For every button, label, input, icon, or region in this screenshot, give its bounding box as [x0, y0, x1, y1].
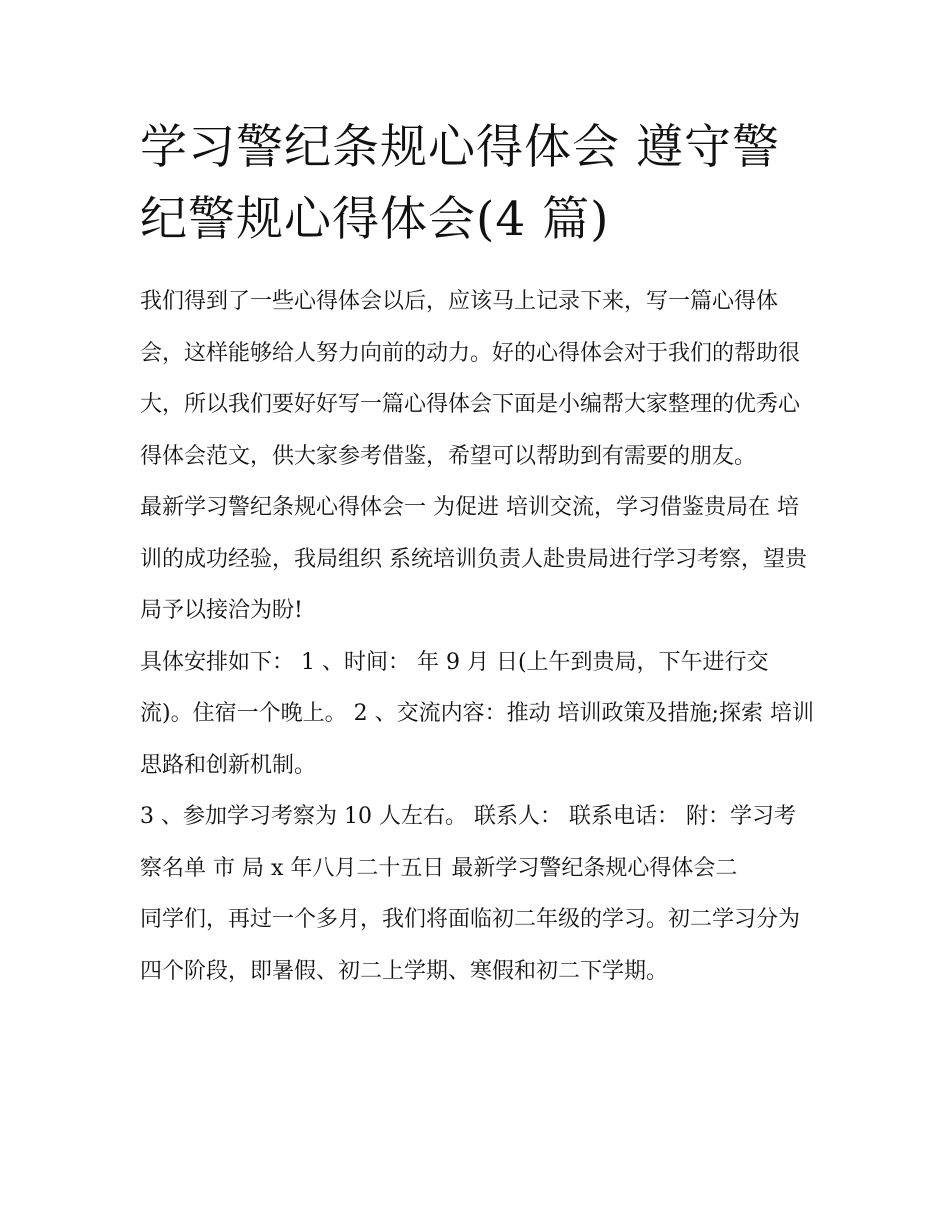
- paragraph-students: 同学们，再过一个多月，我们将面临初二年级的学习。初二学习分为四个阶段，即暑假、初二上学期、寒假和初二下学期。: [140, 907, 801, 984]
- document-body: [140, 276, 816, 997]
- paragraph-intro: 我们得到了一些心得体会以后，应该马上记录下来，写一篇心得体会，这样能够给人努力向前的动力。好的心得体会对于我们的帮助很大，所以我们要好好写一篇心得体会下面是小编帮大家整理的优秀心得体会范文，供大家参考借鉴，希望可以帮助到有需要的朋友。: [140, 289, 801, 469]
- paragraph-essay-one: 最新学习警纪条规心得体会一 为促进 培训交流，学习借鉴贵局在 培训的成功经验，我局组织 系统培训负责人赴贵局进行学习考察，望贵局予以接洽为盼!: [140, 495, 807, 623]
- document-title: 学习警纪条规心得体会 遵守警纪警规心得体会(4 篇): [140, 120, 780, 247]
- paragraph-arrangement: 具体安排如下： 1 、时间： 年 9 月 日(上午到贵局，下午进行交流)。住宿一个晚上。 2 、交流内容：推动 培训政策及措施;探索 培训思路和创新机制。: [140, 649, 814, 778]
- paragraph-participants: 3 、参加学习考察为 10 人左右。 联系人： 联系电话： 附：学习考察名单 市 局 x 年八月二十五日 最新学习警纪条规心得体会二: [140, 804, 796, 881]
